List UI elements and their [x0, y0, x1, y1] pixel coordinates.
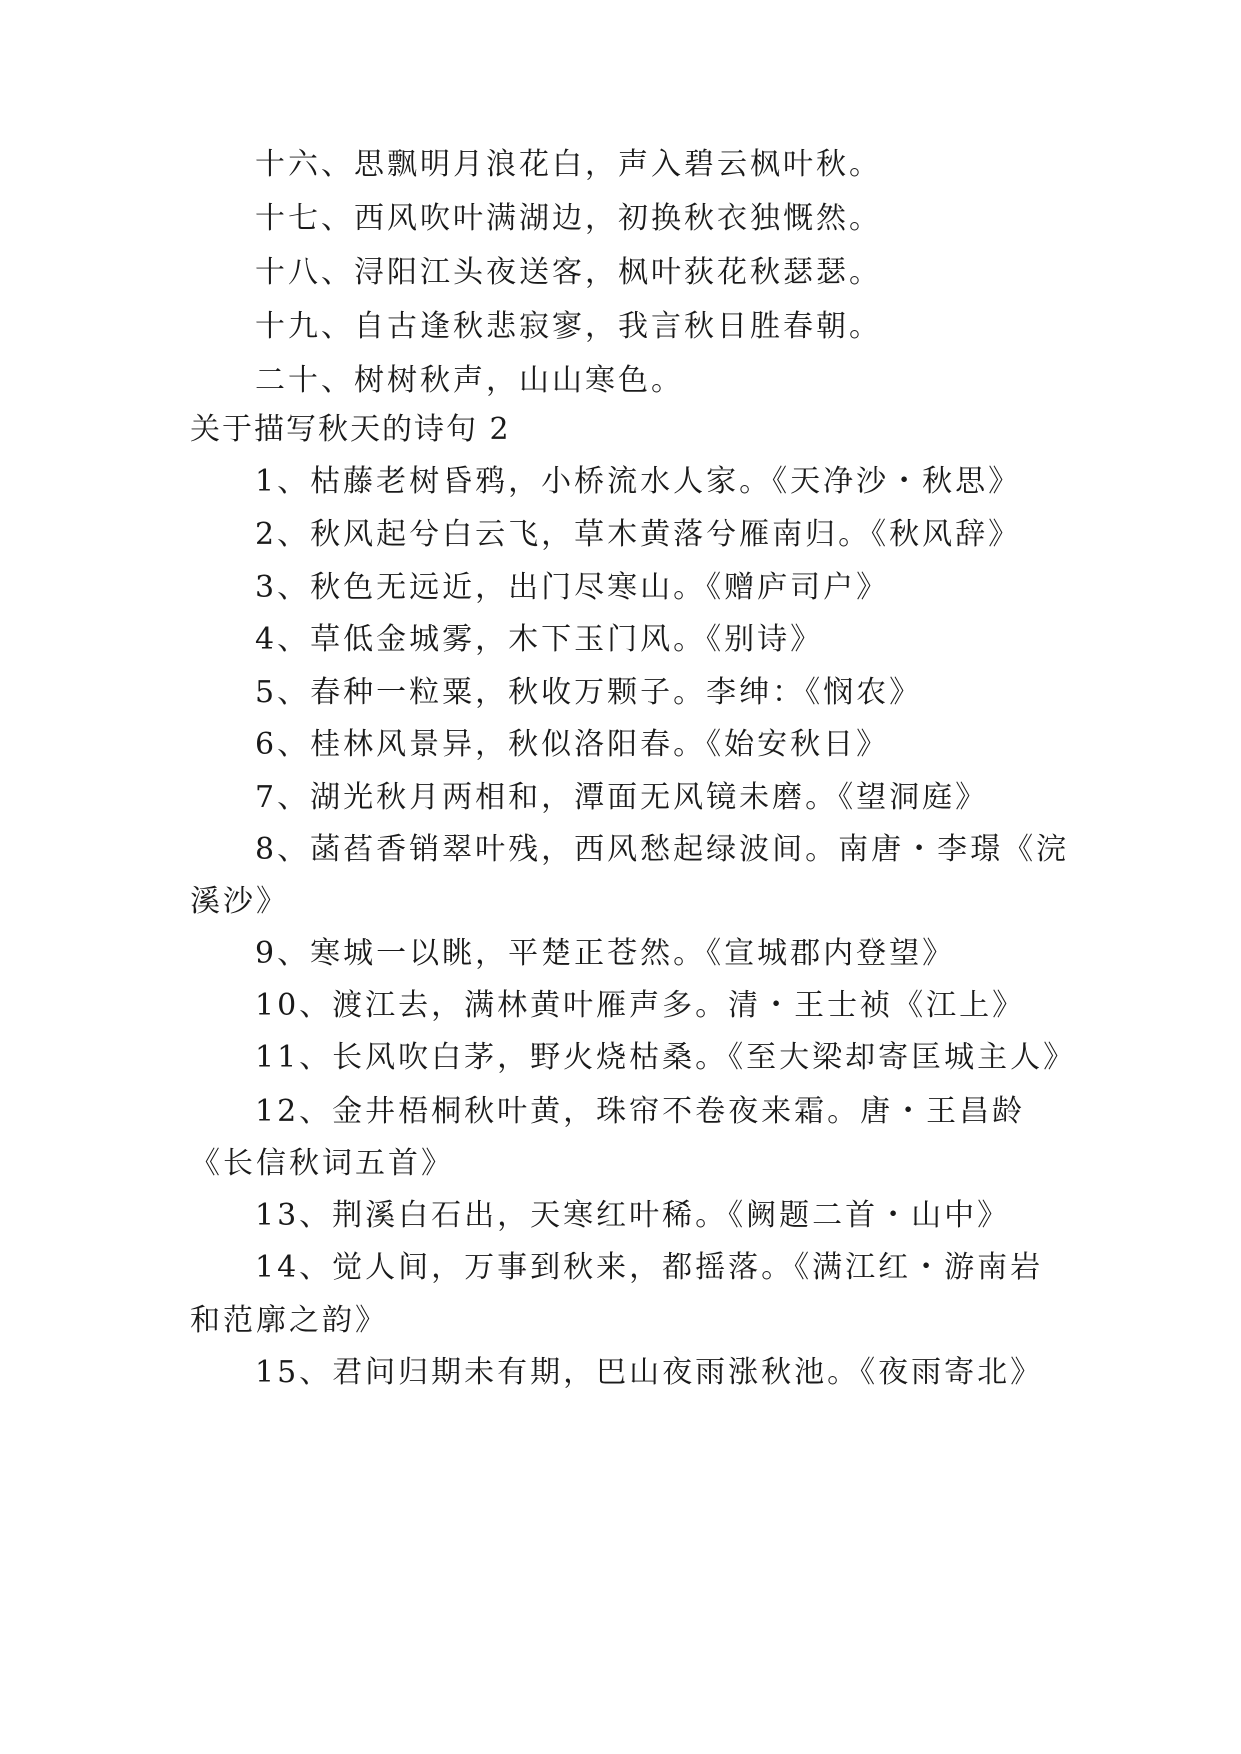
poem-item-8-continued: 溪沙》 [190, 884, 289, 919]
poem-item-14: 14、觉人间，万事到秋来，都摇落。《满江红・游南岩 [255, 1250, 1044, 1285]
poem-item-5: 5、春种一粒粟，秋收万颗子。李绅：《悯农》 [255, 675, 923, 710]
poem-item-12: 12、金井梧桐秋叶黄，珠帘不卷夜来霜。唐・王昌龄 [255, 1094, 1026, 1129]
poem-item-7: 7、湖光秋月两相和，潭面无风镜未磨。《望洞庭》 [255, 780, 989, 815]
poem-item-15: 15、君问归期未有期，巴山夜雨涨秋池。《夜雨寄北》 [255, 1355, 1044, 1390]
poem-line-20: 二十、树树秋声，山山寒色。 [255, 363, 684, 398]
poem-item-9: 9、寒城一以眺，平楚正苍然。《宣城郡内登望》 [255, 936, 956, 971]
poem-item-3: 3、秋色无远近，出门尽寒山。《赠庐司户》 [255, 570, 890, 605]
poem-item-12-continued: 《长信秋词五首》 [190, 1146, 454, 1181]
poem-item-14-continued: 和范廓之韵》 [190, 1303, 388, 1338]
poem-item-1: 1、枯藤老树昏鸦，小桥流水人家。《天净沙・秋思》 [255, 464, 1022, 499]
section-heading: 关于描写秋天的诗句 2 [190, 412, 511, 447]
poem-line-18: 十八、浔阳江头夜送客，枫叶荻花秋瑟瑟。 [255, 255, 882, 290]
poem-line-16: 十六、思飘明月浪花白，声入碧云枫叶秋。 [255, 147, 882, 182]
poem-line-17: 十七、西风吹叶满湖边，初换秋衣独慨然。 [255, 201, 882, 236]
poem-item-11: 11、长风吹白茅，野火烧枯桑。《至大梁却寄匡城主人》 [255, 1040, 1077, 1075]
poem-item-13: 13、荆溪白石出，天寒红叶稀。《阙题二首・山中》 [255, 1198, 1011, 1233]
poem-line-19: 十九、自古逢秋悲寂寥，我言秋日胜春朝。 [255, 309, 882, 344]
poem-item-6: 6、桂林风景异，秋似洛阳春。《始安秋日》 [255, 727, 890, 762]
poem-item-8: 8、菡萏香销翠叶残，西风愁起绿波间。南唐・李璟《浣 [255, 832, 1070, 867]
poem-item-2: 2、秋风起兮白云飞，草木黄落兮雁南归。《秋风辞》 [255, 517, 1022, 552]
poem-item-10: 10、渡江去，满林黄叶雁声多。清・王士祯《江上》 [255, 988, 1026, 1023]
poem-item-4: 4、草低金城雾，木下玉门风。《别诗》 [255, 622, 824, 657]
